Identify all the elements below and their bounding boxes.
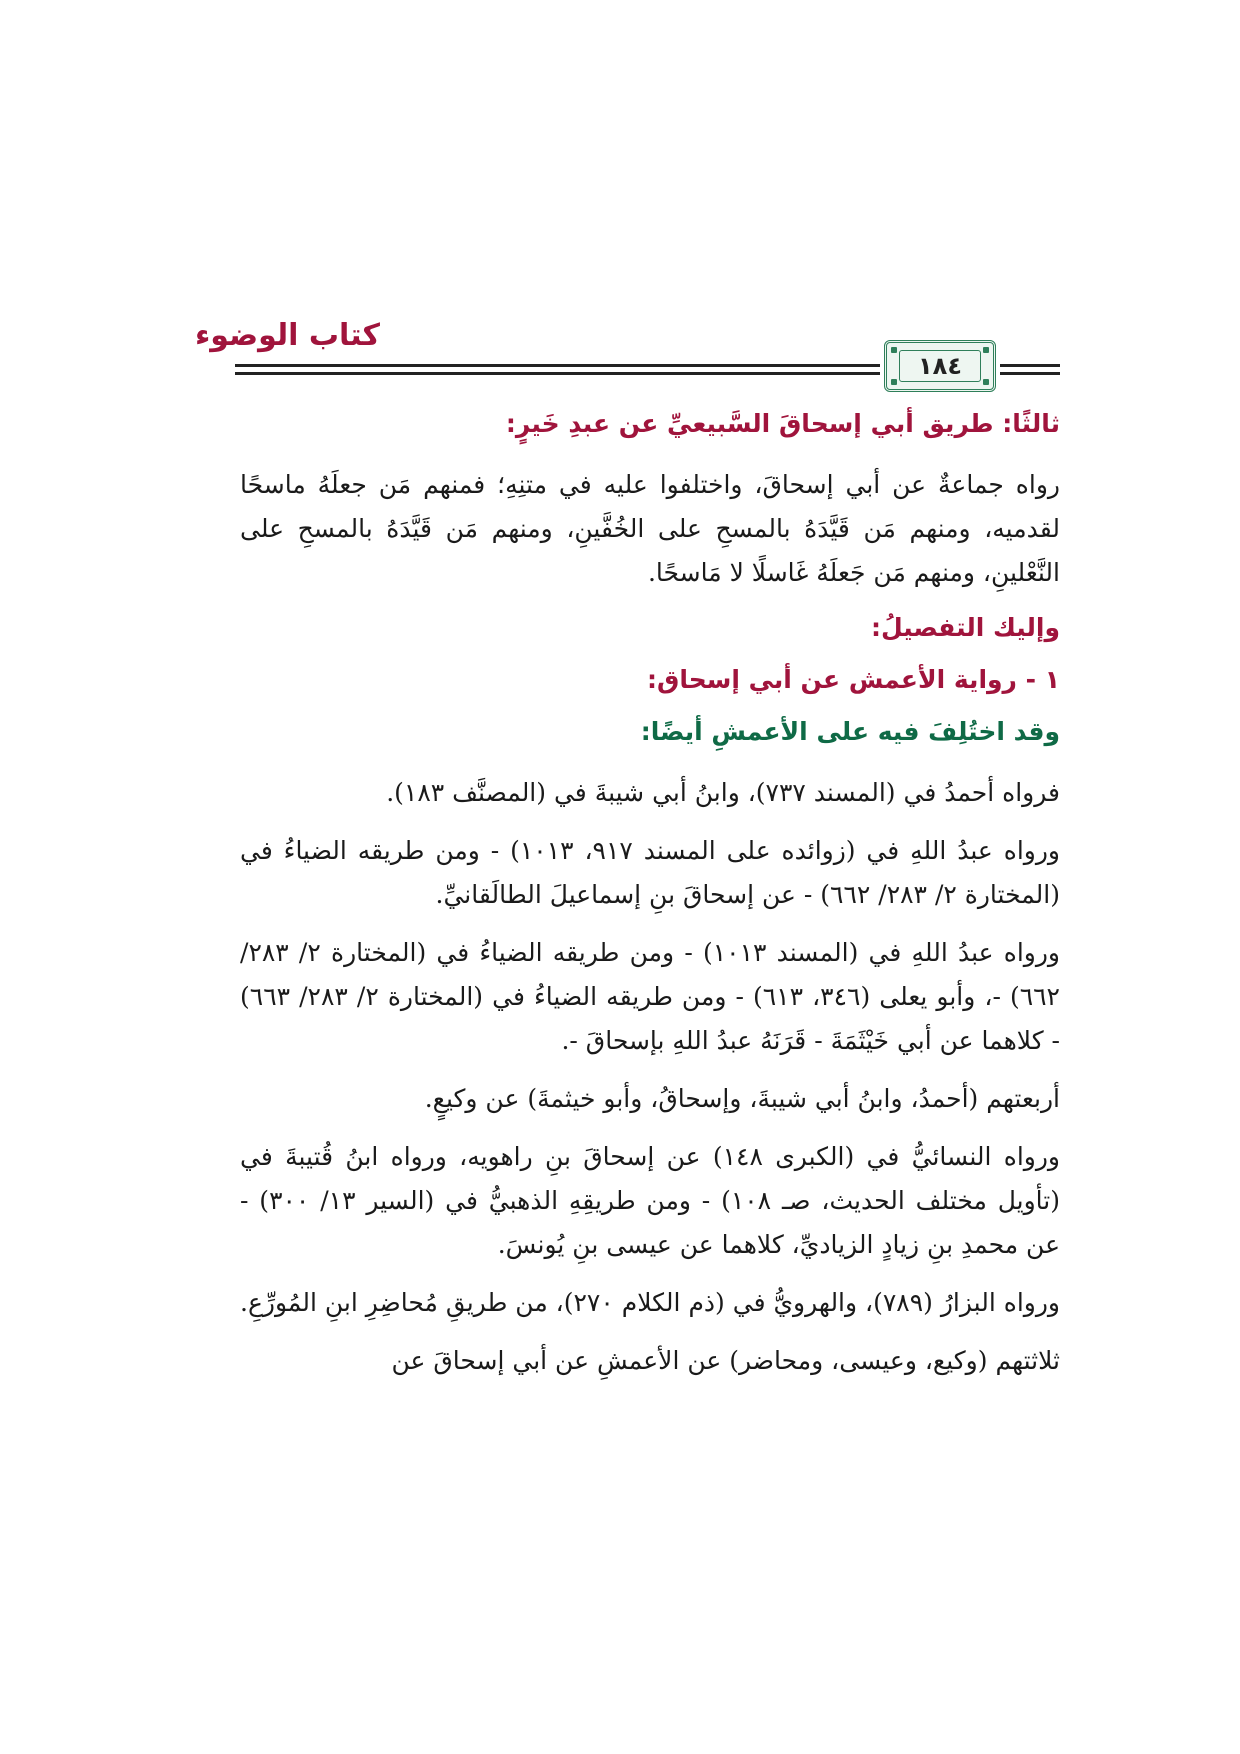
section-heading: ثالثًا: طريق أبي إسحاقَ السَّبيعيِّ عن عبدِ خَيرٍ: xyxy=(505,409,1060,438)
badge-ornament-icon xyxy=(891,379,897,385)
page-number: ١٨٤ xyxy=(899,350,981,382)
text-paragraph: ورواه النسائيُّ في (الكبرى ١٤٨) عن إسحاقَ بنِ راهويه، ورواه ابنُ قُتيبةَ في (تأويل مختلف الحديث، صـ ١٠٨) - ومن طريقِهِ الذهبيُّ في (السير ١٣/ ٣٠٠) - عن محمدِ بنِ زيادٍ الزياديِّ، كلاهما عن عيسى بنِ يُونسَ. xyxy=(240,1142,1061,1259)
page-content xyxy=(240,405,1060,1397)
text-paragraph: ورواه عبدُ اللهِ في (المسند ١٠١٣) - ومن طريقه الضياءُ في (المختارة ٢/ ٢٨٣/ ٦٦٢) -، وأبو يعلى (٣٤٦، ٦١٣) - ومن طريقه الضياءُ في (المختارة ٢/ ٢٨٣/ ٦٦٣) - كلاهما عن أبي خَيْثَمَةَ - قَرَنَهُ عبدُ اللهِ بإسحاقَ -. xyxy=(240,938,1061,1055)
text-paragraph: ورواه البزارُ (٧٨٩)، والهرويُّ في (ذم الكلام ٢٧٠)، من طريقِ مُحاضِرِ ابنِ المُورِّعِ. xyxy=(240,1288,1060,1317)
badge-ornament-icon xyxy=(983,379,989,385)
text-paragraph: ورواه عبدُ اللهِ في (زوائده على المسند ٩١٧، ١٠١٣) - ومن طريقه الضياءُ في (المختارة ٢/ ٢٨٣/ ٦٦٢) - عن إسحاقَ بنِ إسماعيلَ الطالَقانيِّ. xyxy=(240,836,1061,909)
subheading-narration: ١ - رواية الأعمش عن أبي إسحاق: xyxy=(646,665,1060,694)
page-number-badge xyxy=(884,340,996,392)
detail-heading: وإليك التفصيلُ: xyxy=(871,613,1060,642)
text-paragraph: فرواه أحمدُ في (المسند ٧٣٧)، وابنُ أبي شيبةَ في (المصنَّف ١٨٣). xyxy=(386,778,1060,807)
intro-paragraph: رواه جماعةٌ عن أبي إسحاقَ، واختلفوا عليه في متنِهِ؛ فمنهم مَن جعلَهُ ماسحًا لقدميه، ومنهم مَن قَيَّدَهُ بالمسحِ على الخُفَّينِ، ومنهم مَن قَيَّدَهُ بالمسحِ على النَّعْلينِ، ومنهم مَن جَعلَهُ غَاسلًا لا مَاسحًا. xyxy=(240,470,1060,587)
badge-ornament-icon xyxy=(891,347,897,353)
text-paragraph: أربعتهم (أحمدُ، وابنُ أبي شيبةَ، وإسحاقُ، وأبو خيثمةَ) عن وكيعٍ. xyxy=(424,1084,1060,1113)
book-title: كتاب الوضوء xyxy=(194,318,380,353)
subheading-disagreement: وقد اختُلِفَ فيه على الأعمشِ أيضًا: xyxy=(640,717,1060,746)
text-paragraph: ثلاثتهم (وكيع، وعيسى، ومحاضر) عن الأعمشِ عن أبي إسحاقَ عن xyxy=(391,1346,1060,1375)
badge-ornament-icon xyxy=(983,347,989,353)
